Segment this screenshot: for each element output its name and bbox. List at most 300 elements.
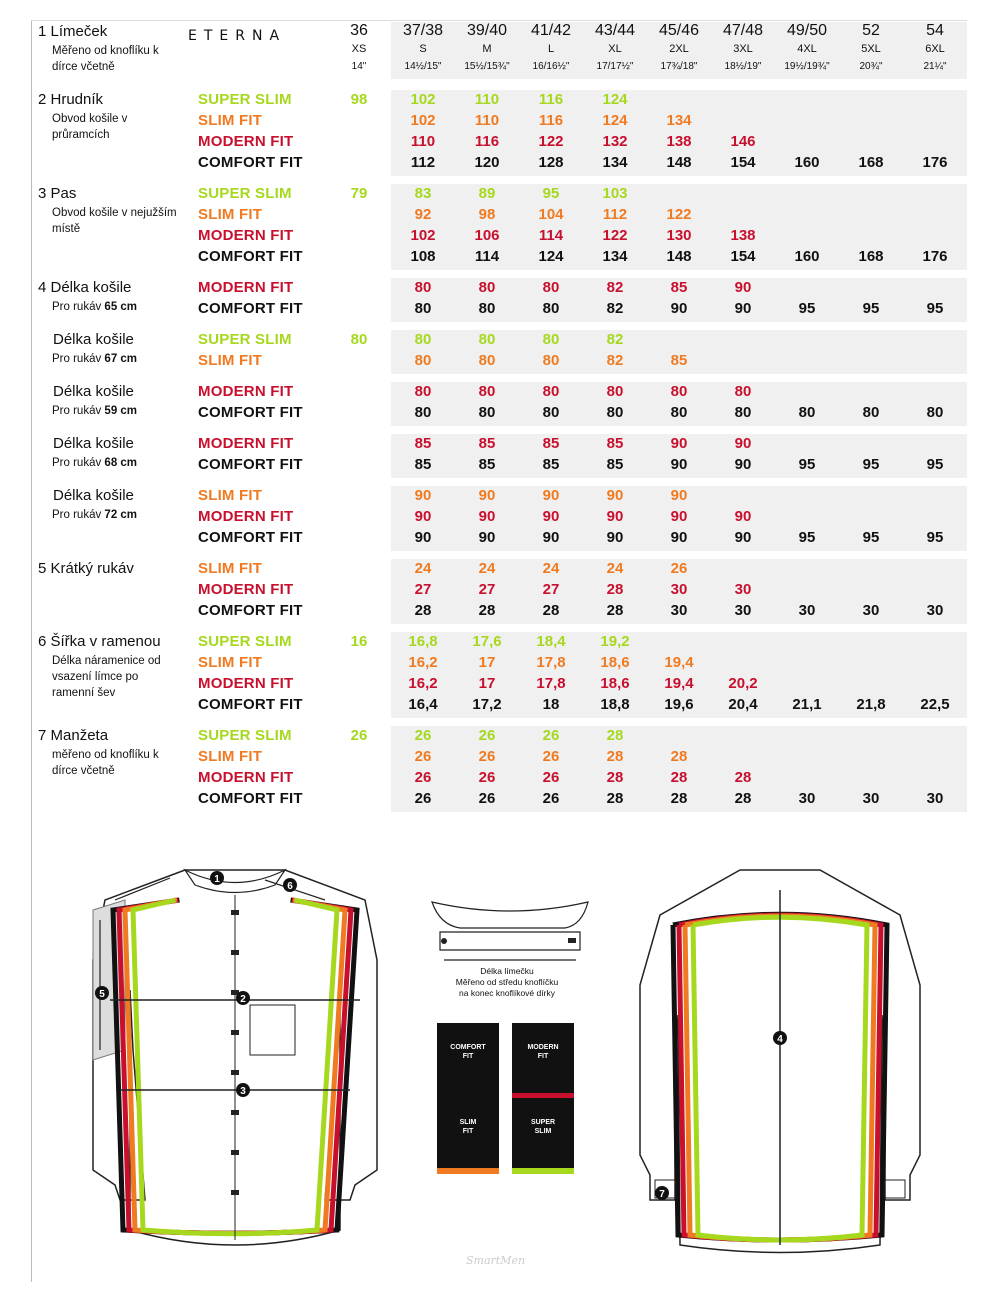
size-inch: 17¾/18": [660, 61, 698, 72]
size-value: 90: [670, 508, 688, 525]
size-value: 130: [666, 227, 692, 244]
fit-label: SLIM FIT: [198, 748, 263, 765]
size-value: 18,6: [600, 654, 630, 671]
size-value: 90: [670, 456, 688, 473]
size-value: 28: [606, 748, 624, 765]
size-value: 80: [542, 300, 560, 317]
size-number: 47/48: [722, 22, 764, 39]
size-inch: 18½/19": [724, 61, 762, 72]
size-letter: M: [482, 43, 492, 55]
button: [231, 1110, 239, 1115]
fit-swatch-label: MODERN FIT: [527, 1044, 559, 1060]
fit-label: SLIM FIT: [198, 206, 263, 223]
size-value: 27: [478, 581, 496, 598]
size-value: 90: [734, 529, 752, 546]
size-number: 45/46: [658, 22, 700, 39]
size-value: 102: [410, 91, 436, 108]
size-value: 138: [666, 133, 692, 150]
size-value: 26: [542, 769, 560, 786]
size-value: 17,6: [472, 633, 502, 650]
size-value: 85: [414, 456, 432, 473]
size-value: 138: [730, 227, 756, 244]
collar-buttonhole: [568, 938, 576, 943]
size-value: 82: [606, 300, 624, 317]
size-value: 30: [926, 790, 944, 807]
size-value: 80: [606, 383, 624, 400]
size-value: 95: [926, 529, 944, 546]
size-value: 90: [606, 487, 624, 504]
size-letter: 5XL: [861, 43, 881, 55]
size-header: [519, 22, 583, 77]
fit-label: MODERN FIT: [198, 508, 294, 525]
size-value: 95: [862, 529, 880, 546]
fit-label: MODERN FIT: [198, 581, 294, 598]
fit-label: SUPER SLIM: [198, 185, 292, 202]
size-value: 18,6: [600, 675, 630, 692]
fit-swatch: [512, 1098, 574, 1174]
size-inch: 20¾": [859, 61, 883, 72]
size-value: 80: [414, 279, 432, 296]
size-value: 146: [730, 133, 756, 150]
size-value: 30: [862, 790, 880, 807]
section-title: 1 Límeček: [38, 23, 108, 40]
size-value: 90: [478, 487, 496, 504]
size-value: 128: [538, 154, 564, 171]
column-background: [903, 330, 967, 374]
size-value: 28: [606, 581, 624, 598]
fit-label: MODERN FIT: [198, 675, 294, 692]
size-letter: XS: [351, 43, 367, 55]
size-header: [903, 22, 967, 77]
size-letter: 3XL: [733, 43, 753, 55]
size-inch: 14": [351, 61, 367, 72]
size-inch: 15½/15¾": [464, 61, 510, 72]
collar-diagram: [420, 850, 600, 970]
size-value: 90: [414, 508, 432, 525]
size-value: 28: [478, 602, 496, 619]
size-value: 122: [666, 206, 692, 223]
size-value: 28: [606, 790, 624, 807]
size-value: 102: [410, 112, 436, 129]
top-border: [31, 20, 967, 21]
size-value: 114: [474, 248, 500, 265]
size-value: 27: [542, 581, 560, 598]
size-value: 82: [606, 331, 624, 348]
size-value: 90: [734, 279, 752, 296]
size-value: 168: [858, 154, 884, 171]
size-number: 36: [350, 22, 368, 39]
size-value: 80: [542, 404, 560, 421]
marker-label: 1: [214, 874, 220, 885]
size-value: 16,4: [408, 696, 438, 713]
size-value: 28: [734, 769, 752, 786]
fit-label: SUPER SLIM: [198, 91, 292, 108]
fit-label: SLIM FIT: [198, 352, 263, 369]
size-value: 17: [478, 675, 496, 692]
size-header: [775, 22, 839, 77]
size-value: 122: [538, 133, 564, 150]
size-value: 28: [606, 727, 624, 744]
size-value: 80: [414, 404, 432, 421]
button: [231, 1070, 239, 1075]
section-title: 6 Šířka v ramenou: [38, 633, 161, 650]
size-value: 16,2: [408, 654, 438, 671]
size-value: 122: [602, 227, 628, 244]
size-value: 80: [542, 279, 560, 296]
size-value: 28: [670, 790, 688, 807]
column-background: [839, 330, 903, 374]
fit-label: MODERN FIT: [198, 383, 294, 400]
size-value: 17: [478, 654, 496, 671]
size-value: 26: [350, 727, 368, 744]
fit-swatch-label: SUPER SLIM: [530, 1119, 556, 1135]
size-value: 20,4: [728, 696, 758, 713]
size-value: 26: [670, 560, 688, 577]
section-subtitle: Měřeno od knoflíku k dírce včetně: [52, 45, 159, 73]
size-value: 80: [542, 352, 560, 369]
size-header: [647, 22, 711, 77]
fit-label: SUPER SLIM: [198, 633, 292, 650]
section-title: 7 Manžeta: [38, 727, 109, 744]
size-value: 26: [478, 748, 496, 765]
section-subtitle: Pro rukáv 68 cm: [52, 457, 138, 469]
size-value: 95: [926, 456, 944, 473]
size-value: 116: [538, 112, 564, 129]
button: [231, 1190, 239, 1195]
size-value: 80: [414, 331, 432, 348]
brand-logo: ETERNA: [188, 28, 287, 44]
size-value: 24: [542, 560, 560, 577]
size-value: 28: [670, 769, 688, 786]
size-value: 168: [858, 248, 884, 265]
size-header: [711, 22, 775, 77]
size-value: 80: [414, 300, 432, 317]
size-value: 82: [606, 279, 624, 296]
collar-caption-line-1: Délka límečku: [480, 966, 534, 976]
size-value: 18: [542, 696, 560, 713]
size-value: 80: [926, 404, 944, 421]
fit-swatch-label: SLIM FIT: [459, 1119, 477, 1135]
size-value: 85: [542, 456, 560, 473]
size-value: 80: [798, 404, 816, 421]
size-header: [839, 22, 903, 77]
size-value: 85: [670, 279, 688, 296]
size-number: 54: [926, 22, 944, 39]
section-subtitle-bold: 72 cm: [104, 509, 138, 521]
button: [231, 1150, 239, 1155]
marker-label: 7: [659, 1189, 665, 1200]
size-value: 90: [734, 300, 752, 317]
section-title: Délka košile: [53, 383, 134, 400]
size-value: 116: [538, 91, 564, 108]
size-value: 176: [922, 248, 948, 265]
size-value: 80: [542, 331, 560, 348]
size-value: 90: [734, 435, 752, 452]
section-subtitle-bold: 68 cm: [104, 457, 138, 469]
size-value: 80: [478, 352, 496, 369]
collar-button: [441, 938, 447, 944]
fit-label: COMFORT FIT: [198, 300, 303, 317]
size-value: 95: [798, 300, 816, 317]
size-value: 102: [410, 227, 436, 244]
left-border: [31, 20, 32, 1282]
size-value: 26: [478, 727, 496, 744]
size-inch: 17/17½": [596, 61, 634, 72]
size-value: 90: [670, 487, 688, 504]
size-value: 24: [478, 560, 496, 577]
size-value: 82: [606, 352, 624, 369]
size-inch: 14½/15": [404, 61, 442, 72]
size-value: 90: [478, 508, 496, 525]
collar-caption-line-3: na konec knoflíkové dírky: [459, 988, 555, 998]
size-value: 22,5: [920, 696, 950, 713]
section-subtitle: měřeno od knoflíku k dírce včetně: [52, 749, 159, 777]
fit-label: COMFORT FIT: [198, 790, 303, 807]
size-value: 90: [542, 529, 560, 546]
size-value: 116: [474, 133, 500, 150]
section-subtitle: Obvod košile v nejužším místě: [52, 207, 177, 235]
column-background: [711, 330, 775, 374]
section-title: 4 Délka košile: [38, 279, 132, 296]
button: [231, 1030, 239, 1035]
section-title: Délka košile: [53, 435, 134, 452]
size-value: 90: [414, 529, 432, 546]
fit-label: MODERN FIT: [198, 227, 294, 244]
collar-stand: [440, 932, 580, 950]
size-value: 176: [922, 154, 948, 171]
size-value: 17,8: [536, 654, 566, 671]
fit-label: COMFORT FIT: [198, 529, 303, 546]
size-value: 28: [414, 602, 432, 619]
size-letter: S: [419, 43, 427, 55]
size-value: 18,8: [600, 696, 630, 713]
size-value: 30: [670, 602, 688, 619]
size-value: 24: [414, 560, 432, 577]
size-value: 85: [606, 435, 624, 452]
size-value: 80: [734, 383, 752, 400]
size-value: 28: [734, 790, 752, 807]
section-title: Délka košile: [53, 331, 134, 348]
size-value: 154: [730, 154, 756, 171]
button: [231, 910, 239, 915]
size-value: 28: [606, 602, 624, 619]
size-value: 19,6: [664, 696, 694, 713]
size-value: 85: [478, 435, 496, 452]
fit-swatch: [437, 1098, 499, 1174]
size-value: 80: [350, 331, 368, 348]
size-value: 26: [414, 769, 432, 786]
section-subtitle: Pro rukáv 59 cm: [52, 405, 138, 417]
fit-label: MODERN FIT: [198, 133, 294, 150]
size-value: 30: [798, 790, 816, 807]
size-value: 26: [414, 748, 432, 765]
size-value: 120: [474, 154, 500, 171]
size-value: 27: [414, 581, 432, 598]
size-value: 90: [414, 487, 432, 504]
size-value: 98: [478, 206, 496, 223]
fit-label: SLIM FIT: [198, 487, 263, 504]
section-subtitle: Pro rukáv 72 cm: [52, 509, 138, 521]
size-value: 19,4: [664, 675, 694, 692]
size-value: 26: [542, 790, 560, 807]
size-value: 124: [602, 112, 628, 129]
size-value: 80: [478, 279, 496, 296]
back-shirt-diagram: [630, 855, 930, 1265]
marker-label: 6: [287, 881, 293, 892]
size-value: 30: [734, 602, 752, 619]
size-value: 26: [542, 748, 560, 765]
section-title: Délka košile: [53, 487, 134, 504]
size-value: 80: [478, 383, 496, 400]
fit-label: COMFORT FIT: [198, 248, 303, 265]
size-value: 28: [606, 769, 624, 786]
size-number: 49/50: [786, 22, 828, 39]
size-number: 41/42: [530, 22, 572, 39]
marker-label: 4: [777, 1034, 783, 1045]
size-value: 160: [794, 154, 820, 171]
size-letter: 2XL: [669, 43, 689, 55]
size-value: 83: [414, 185, 432, 202]
size-value: 132: [602, 133, 628, 150]
size-value: 24: [606, 560, 624, 577]
size-value: 89: [478, 185, 496, 202]
size-value: 134: [666, 112, 692, 129]
size-inch: 19½/19¾": [784, 61, 830, 72]
size-value: 114: [538, 227, 564, 244]
size-value: 98: [350, 91, 368, 108]
size-value: 134: [602, 248, 628, 265]
size-value: 85: [478, 456, 496, 473]
size-letter: XL: [608, 43, 622, 55]
size-value: 80: [478, 404, 496, 421]
size-value: 80: [670, 383, 688, 400]
size-value: 80: [606, 404, 624, 421]
fit-label: MODERN FIT: [198, 769, 294, 786]
size-value: 112: [602, 206, 628, 223]
size-inch: 21¼": [923, 61, 947, 72]
collar-caption: [432, 966, 582, 999]
size-letter: L: [547, 43, 555, 55]
size-header: [391, 22, 455, 77]
size-value: 30: [926, 602, 944, 619]
size-value: 108: [410, 248, 436, 265]
size-letter: 4XL: [797, 43, 817, 55]
size-value: 19,4: [664, 654, 694, 671]
size-value: 148: [666, 248, 692, 265]
size-value: 18,4: [536, 633, 566, 650]
size-value: 154: [730, 248, 756, 265]
size-value: 160: [794, 248, 820, 265]
fit-label: SUPER SLIM: [198, 331, 292, 348]
size-value: 90: [670, 529, 688, 546]
fit-swatch: [512, 1023, 574, 1099]
size-number: 43/44: [594, 22, 636, 39]
size-value: 95: [862, 300, 880, 317]
size-value: 80: [542, 383, 560, 400]
marker-label: 5: [99, 989, 105, 1000]
size-value: 110: [474, 91, 500, 108]
size-value: 79: [350, 185, 368, 202]
section-subtitle-bold: 67 cm: [104, 353, 138, 365]
size-value: 21,1: [792, 696, 822, 713]
size-value: 85: [414, 435, 432, 452]
size-value: 20,2: [728, 675, 758, 692]
size-value: 90: [542, 487, 560, 504]
size-value: 80: [670, 404, 688, 421]
fit-label: COMFORT FIT: [198, 456, 303, 473]
size-value: 134: [602, 154, 628, 171]
size-value: 30: [734, 581, 752, 598]
size-value: 90: [670, 435, 688, 452]
marker-label: 2: [240, 994, 246, 1005]
size-value: 104: [538, 206, 564, 223]
size-value: 26: [414, 790, 432, 807]
size-value: 95: [798, 529, 816, 546]
section-title: 5 Krátký rukáv: [38, 560, 134, 577]
size-value: 26: [414, 727, 432, 744]
size-value: 148: [666, 154, 692, 171]
size-value: 80: [862, 404, 880, 421]
size-inch: 16/16½": [532, 61, 570, 72]
fit-label: SLIM FIT: [198, 112, 263, 129]
size-value: 21,8: [856, 696, 886, 713]
collar-caption-line-2: Měřeno od středu knoflíčku: [455, 977, 559, 987]
section-title: 3 Pas: [38, 185, 77, 202]
size-value: 28: [542, 602, 560, 619]
fit-label: SLIM FIT: [198, 654, 263, 671]
front-shirt-diagram: [85, 840, 385, 1270]
size-value: 85: [670, 352, 688, 369]
watermark-text: SmartMen: [466, 1254, 526, 1267]
size-value: 80: [478, 331, 496, 348]
size-letter: 6XL: [925, 43, 945, 55]
size-value: 90: [734, 456, 752, 473]
size-value: 16,2: [408, 675, 438, 692]
size-value: 16,8: [408, 633, 438, 650]
size-value: 17,2: [472, 696, 502, 713]
fit-label: MODERN FIT: [198, 435, 294, 452]
size-value: 80: [414, 352, 432, 369]
fit-label: COMFORT FIT: [198, 154, 303, 171]
fit-label: MODERN FIT: [198, 279, 294, 296]
section-subtitle: Obvod košile v průramcích: [52, 113, 128, 141]
size-number: 39/40: [466, 22, 508, 39]
size-value: 95: [542, 185, 560, 202]
size-value: 19,2: [600, 633, 630, 650]
size-value: 124: [538, 248, 564, 265]
size-value: 80: [734, 404, 752, 421]
size-value: 90: [670, 300, 688, 317]
size-header: [455, 22, 519, 77]
size-value: 95: [926, 300, 944, 317]
size-value: 110: [474, 112, 500, 129]
fit-label: COMFORT FIT: [198, 696, 303, 713]
size-value: 26: [478, 790, 496, 807]
size-value: 28: [670, 748, 688, 765]
size-value: 26: [478, 769, 496, 786]
size-value: 30: [862, 602, 880, 619]
column-background: [775, 330, 839, 374]
size-value: 90: [734, 508, 752, 525]
size-value: 26: [542, 727, 560, 744]
button: [231, 950, 239, 955]
size-header: [327, 22, 391, 77]
size-value: 90: [606, 529, 624, 546]
size-value: 95: [798, 456, 816, 473]
fit-label: SLIM FIT: [198, 560, 263, 577]
size-value: 90: [542, 508, 560, 525]
size-value: 124: [602, 91, 628, 108]
